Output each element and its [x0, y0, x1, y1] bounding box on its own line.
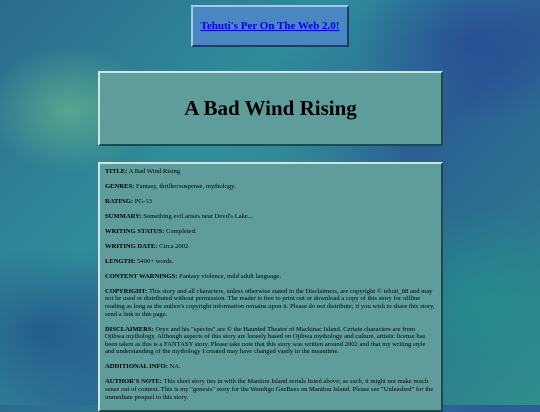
info-genres	[105, 183, 436, 191]
field-label: TITLE:	[105, 168, 128, 175]
story-info-box	[98, 162, 443, 412]
field-label: COPYRIGHT:	[105, 287, 148, 295]
field-value: Fantasy, thriller/suspense, mythology.	[135, 182, 236, 190]
field-label: RATING:	[105, 197, 134, 205]
info-summary	[105, 213, 436, 221]
info-disclaimers	[105, 326, 436, 356]
field-label: AUTHOR'S NOTE:	[105, 378, 162, 386]
field-value: Completed.	[165, 227, 197, 235]
field-value: A Bad Wind Rising	[128, 168, 181, 175]
field-value: Something evil arises near Devil's Lake...	[143, 212, 253, 220]
info-additional	[105, 363, 436, 371]
field-label: DISCLAIMERS:	[105, 325, 154, 333]
site-banner	[191, 5, 349, 47]
field-value: This short story ties in with the Manitou Island serials listed above; as such, it might not make much sense out of context. This is my "genesis" story for the Wendigo GeeBees on Manitou Island. Please see "Unleashed" for the immediate prequel to this story.	[105, 378, 434, 401]
field-label: CONTENT WARNINGS:	[105, 272, 178, 280]
field-value: 5400+ words.	[137, 257, 174, 265]
site-home-link[interactable]: Tehuti's Per On The Web 2.0!	[200, 20, 340, 32]
field-label: LENGTH:	[105, 257, 136, 265]
field-value: Oryx and his "species" are © the Haunted Theatre of Mackinac Island. Certain characters are from Ojibwa mythology. Although aspects of this story are loosely based on Ojibwa mythology and culture, artistic license has been taken as this is a FANTASY story. Please take note that this story was written around 2002 and that my writing style and understanding of the mythology I created may have changed vastly in the meantime.	[105, 325, 426, 356]
field-label: SUMMARY:	[105, 212, 142, 220]
field-label: GENRES:	[105, 182, 135, 190]
field-value: PG-13	[134, 197, 152, 205]
field-value: Fantasy violence, mild adult language.	[179, 272, 281, 280]
field-value: NA.	[169, 363, 181, 371]
story-title-box	[98, 71, 443, 146]
info-authors-note	[105, 378, 436, 401]
field-label: WRITING STATUS:	[105, 227, 165, 235]
info-writing-status	[105, 228, 436, 236]
info-writing-date	[105, 243, 436, 251]
info-copyright	[105, 288, 436, 318]
field-label: WRITING DATE:	[105, 242, 158, 250]
info-content-warnings	[105, 273, 436, 281]
info-title	[105, 168, 436, 176]
story-title: A Bad Wind Rising	[184, 96, 357, 120]
field-label: ADDITIONAL INFO:	[105, 363, 168, 371]
info-length	[105, 258, 436, 266]
field-value: This story and all characters, unless otherwise stated in the Disclaimers, are copyright © tehuti_88 and may not be used or distributed without permission. The reader is free to print out or download a copy of this story for offline reading as long as the author's copyright information remains upon it. Please do not distribute; if you wish to share this story, send a link to this page.	[105, 287, 435, 318]
info-rating	[105, 198, 436, 206]
field-value: Circa 2002.	[159, 242, 190, 250]
